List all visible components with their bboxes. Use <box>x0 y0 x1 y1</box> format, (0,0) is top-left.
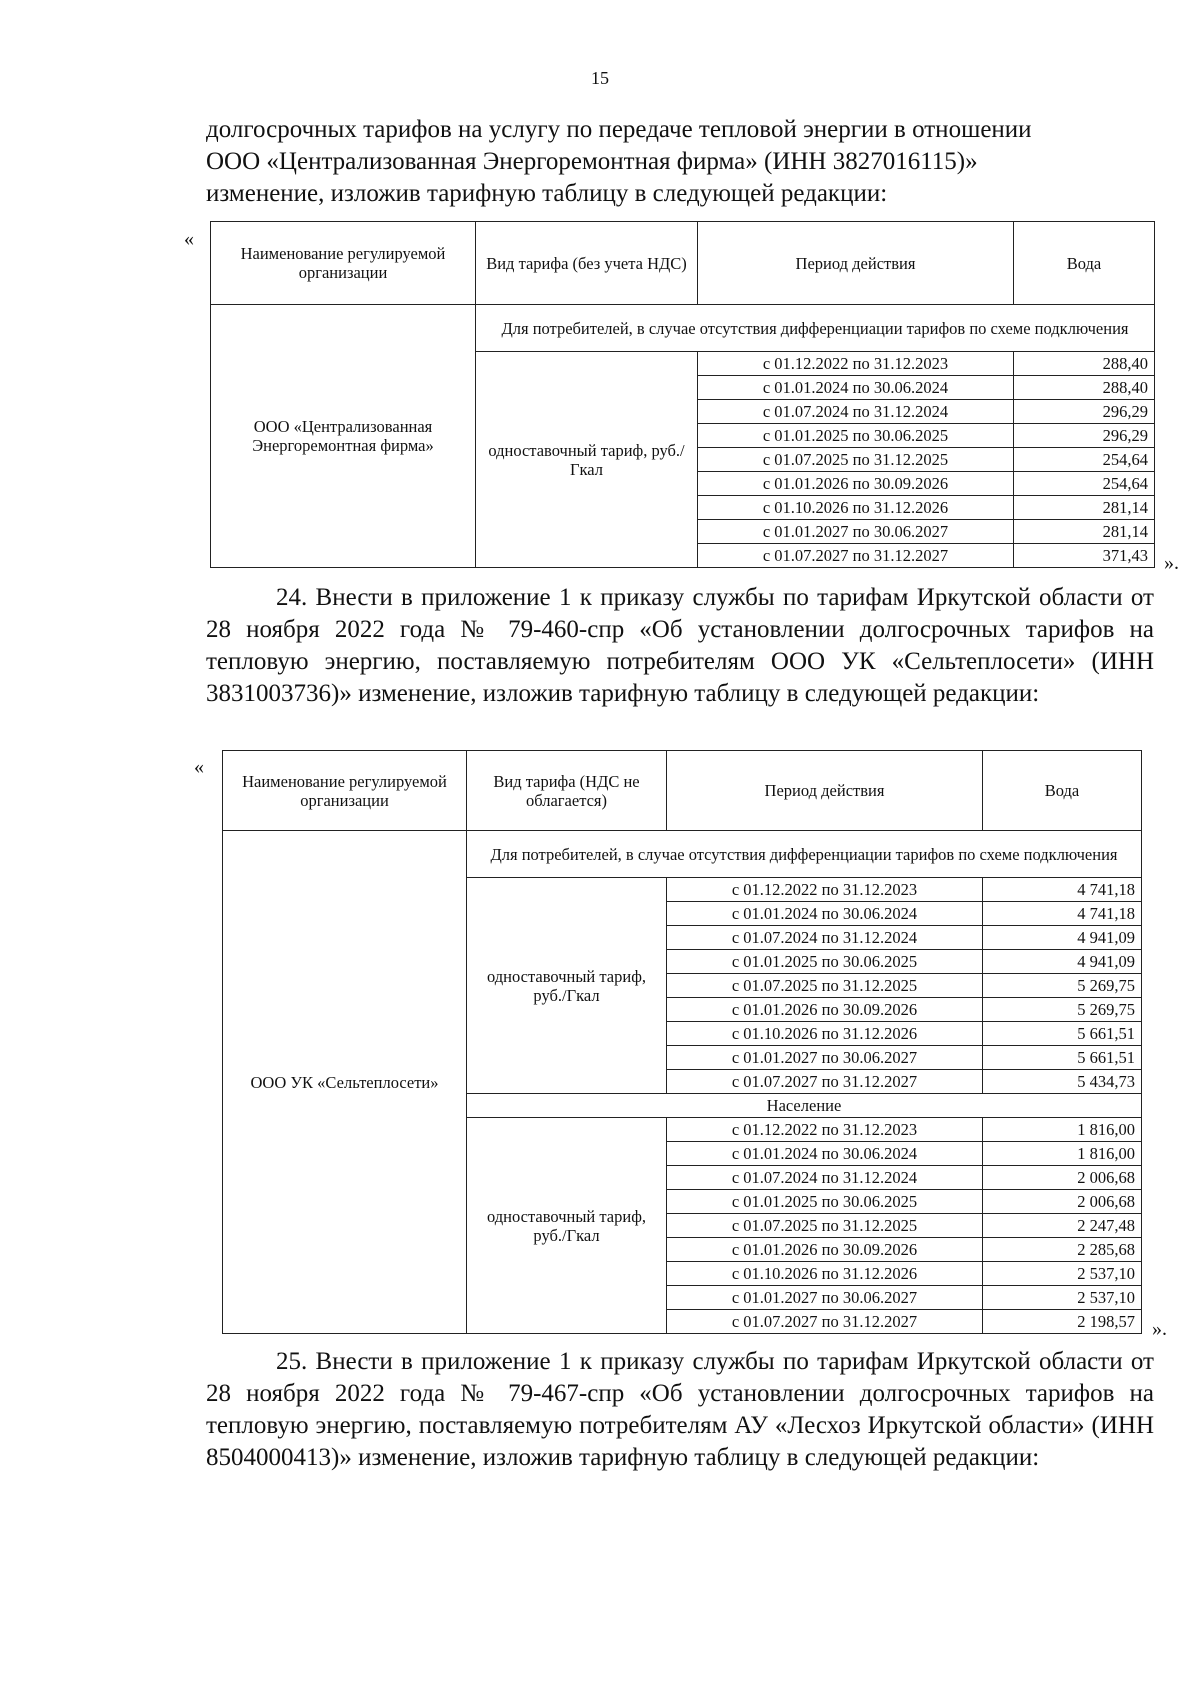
intro-line-2: ООО «Централизованная Энергоремонтная фирма» (ИНН 3827016115)» <box>206 148 978 175</box>
value-cell: 254,64 <box>1014 472 1155 496</box>
value-cell: 2 285,68 <box>983 1238 1142 1262</box>
table1-open-quote: « <box>184 228 194 250</box>
paragraph-25-text: 25. Внести в приложение 1 к приказу службы по тарифам Иркутской области от 28 ноября 2022 года № 79-467-спр «Об установлении долгосрочных тарифов на тепловую энергию, поставляемую потребителям АУ «Лесхоз Иркутской области» (ИНН 8504000413)» изменение, изложив тарифную таблицу в следующей редакции: <box>206 1348 1154 1471</box>
value-cell: 254,64 <box>1014 448 1155 472</box>
period-cell: с 01.01.2024 по 30.06.2024 <box>667 1142 983 1166</box>
period-cell: с 01.01.2025 по 30.06.2025 <box>698 424 1014 448</box>
header-org: Наименование регулируемой организации <box>211 222 476 305</box>
value-cell: 2 006,68 <box>983 1166 1142 1190</box>
period-cell: с 01.10.2026 по 31.12.2026 <box>667 1022 983 1046</box>
period-cell: с 01.01.2026 по 30.09.2026 <box>698 472 1014 496</box>
period-cell: с 01.01.2027 по 30.06.2027 <box>667 1286 983 1310</box>
org-name-cell: ООО УК «Сельтеплосети» <box>223 831 467 1334</box>
period-cell: с 01.01.2024 по 30.06.2024 <box>698 376 1014 400</box>
value-cell: 296,29 <box>1014 424 1155 448</box>
tariff-name-cell: одноставочный тариф, руб./Гкал <box>476 352 698 568</box>
value-cell: 2 247,48 <box>983 1214 1142 1238</box>
intro-paragraph <box>206 114 1154 210</box>
value-cell: 281,14 <box>1014 496 1155 520</box>
period-cell: с 01.10.2026 по 31.12.2026 <box>698 496 1014 520</box>
header-period: Период действия <box>667 751 983 831</box>
period-cell: с 01.01.2026 по 30.09.2026 <box>667 998 983 1022</box>
period-cell: с 01.01.2025 по 30.06.2025 <box>667 950 983 974</box>
value-cell: 2 006,68 <box>983 1190 1142 1214</box>
paragraph-24 <box>206 582 1154 710</box>
period-cell: с 01.01.2027 по 30.06.2027 <box>667 1046 983 1070</box>
value-cell: 5 434,73 <box>983 1070 1142 1094</box>
header-tariff-type: Вид тарифа (без учета НДС) <box>476 222 698 305</box>
tariff-table-2 <box>222 750 1142 1334</box>
tariff-name-cell-population: одноставочный тариф, руб./Гкал <box>467 1118 667 1334</box>
header-period: Период действия <box>698 222 1014 305</box>
group-caption: Для потребителей, в случае отсутствия дифференциации тарифов по схеме подключения <box>467 831 1142 878</box>
value-cell: 4 741,18 <box>983 902 1142 926</box>
intro-line-1: долгосрочных тарифов на услугу по передаче тепловой энергии в отношении <box>206 116 1032 143</box>
period-cell: с 01.12.2022 по 31.12.2023 <box>698 352 1014 376</box>
value-cell: 5 661,51 <box>983 1046 1142 1070</box>
value-cell: 4 741,18 <box>983 878 1142 902</box>
group-caption: Для потребителей, в случае отсутствия дифференциации тарифов по схеме подключения <box>476 305 1155 352</box>
period-cell: с 01.07.2025 по 31.12.2025 <box>667 1214 983 1238</box>
value-cell: 4 941,09 <box>983 950 1142 974</box>
tariff-name-cell: одноставочный тариф, руб./Гкал <box>467 878 667 1094</box>
intro-line-3: изменение, изложив тарифную таблицу в следующей редакции: <box>206 180 888 207</box>
period-cell: с 01.07.2024 по 31.12.2024 <box>698 400 1014 424</box>
header-water: Вода <box>1014 222 1155 305</box>
paragraph-24-text: 24. Внести в приложение 1 к приказу службы по тарифам Иркутской области от 28 ноября 2022 года № 79-460-спр «Об установлении долгосрочных тарифов на тепловую энергию, поставляемую потребителям ООО УК «Сельтеплосети» (ИНН 3831003736)» изменение, изложив тарифную таблицу в следующей редакции: <box>206 584 1154 707</box>
header-tariff-type: Вид тарифа (НДС не облагается) <box>467 751 667 831</box>
header-water: Вода <box>983 751 1142 831</box>
period-cell: с 01.07.2027 по 31.12.2027 <box>698 544 1014 568</box>
value-cell: 2 537,10 <box>983 1262 1142 1286</box>
period-cell: с 01.01.2027 по 30.06.2027 <box>698 520 1014 544</box>
value-cell: 1 816,00 <box>983 1142 1142 1166</box>
period-cell: с 01.07.2027 по 31.12.2027 <box>667 1310 983 1334</box>
value-cell: 2 198,57 <box>983 1310 1142 1334</box>
value-cell: 296,29 <box>1014 400 1155 424</box>
value-cell: 1 816,00 <box>983 1118 1142 1142</box>
period-cell: с 01.07.2027 по 31.12.2027 <box>667 1070 983 1094</box>
value-cell: 371,43 <box>1014 544 1155 568</box>
population-caption: Население <box>467 1094 1142 1118</box>
header-org: Наименование регулируемой организации <box>223 751 467 831</box>
value-cell: 4 941,09 <box>983 926 1142 950</box>
period-cell: с 01.01.2026 по 30.09.2026 <box>667 1238 983 1262</box>
period-cell: с 01.01.2024 по 30.06.2024 <box>667 902 983 926</box>
table2-close-quote: ». <box>1152 1318 1167 1340</box>
table1-close-quote: ». <box>1164 552 1179 574</box>
paragraph-25 <box>206 1346 1154 1474</box>
table2-open-quote: « <box>194 756 204 778</box>
value-cell: 5 269,75 <box>983 998 1142 1022</box>
value-cell: 281,14 <box>1014 520 1155 544</box>
org-name-cell: ООО «Централизованная Энергоремонтная фирма» <box>211 305 476 568</box>
value-cell: 2 537,10 <box>983 1286 1142 1310</box>
period-cell: с 01.12.2022 по 31.12.2023 <box>667 1118 983 1142</box>
period-cell: с 01.10.2026 по 31.12.2026 <box>667 1262 983 1286</box>
value-cell: 5 661,51 <box>983 1022 1142 1046</box>
period-cell: с 01.07.2024 по 31.12.2024 <box>667 1166 983 1190</box>
period-cell: с 01.12.2022 по 31.12.2023 <box>667 878 983 902</box>
page-number: 15 <box>591 68 609 88</box>
period-cell: с 01.07.2025 по 31.12.2025 <box>698 448 1014 472</box>
period-cell: с 01.07.2024 по 31.12.2024 <box>667 926 983 950</box>
period-cell: с 01.07.2025 по 31.12.2025 <box>667 974 983 998</box>
value-cell: 288,40 <box>1014 352 1155 376</box>
tariff-table-1 <box>210 221 1155 568</box>
period-cell: с 01.01.2025 по 30.06.2025 <box>667 1190 983 1214</box>
value-cell: 5 269,75 <box>983 974 1142 998</box>
value-cell: 288,40 <box>1014 376 1155 400</box>
